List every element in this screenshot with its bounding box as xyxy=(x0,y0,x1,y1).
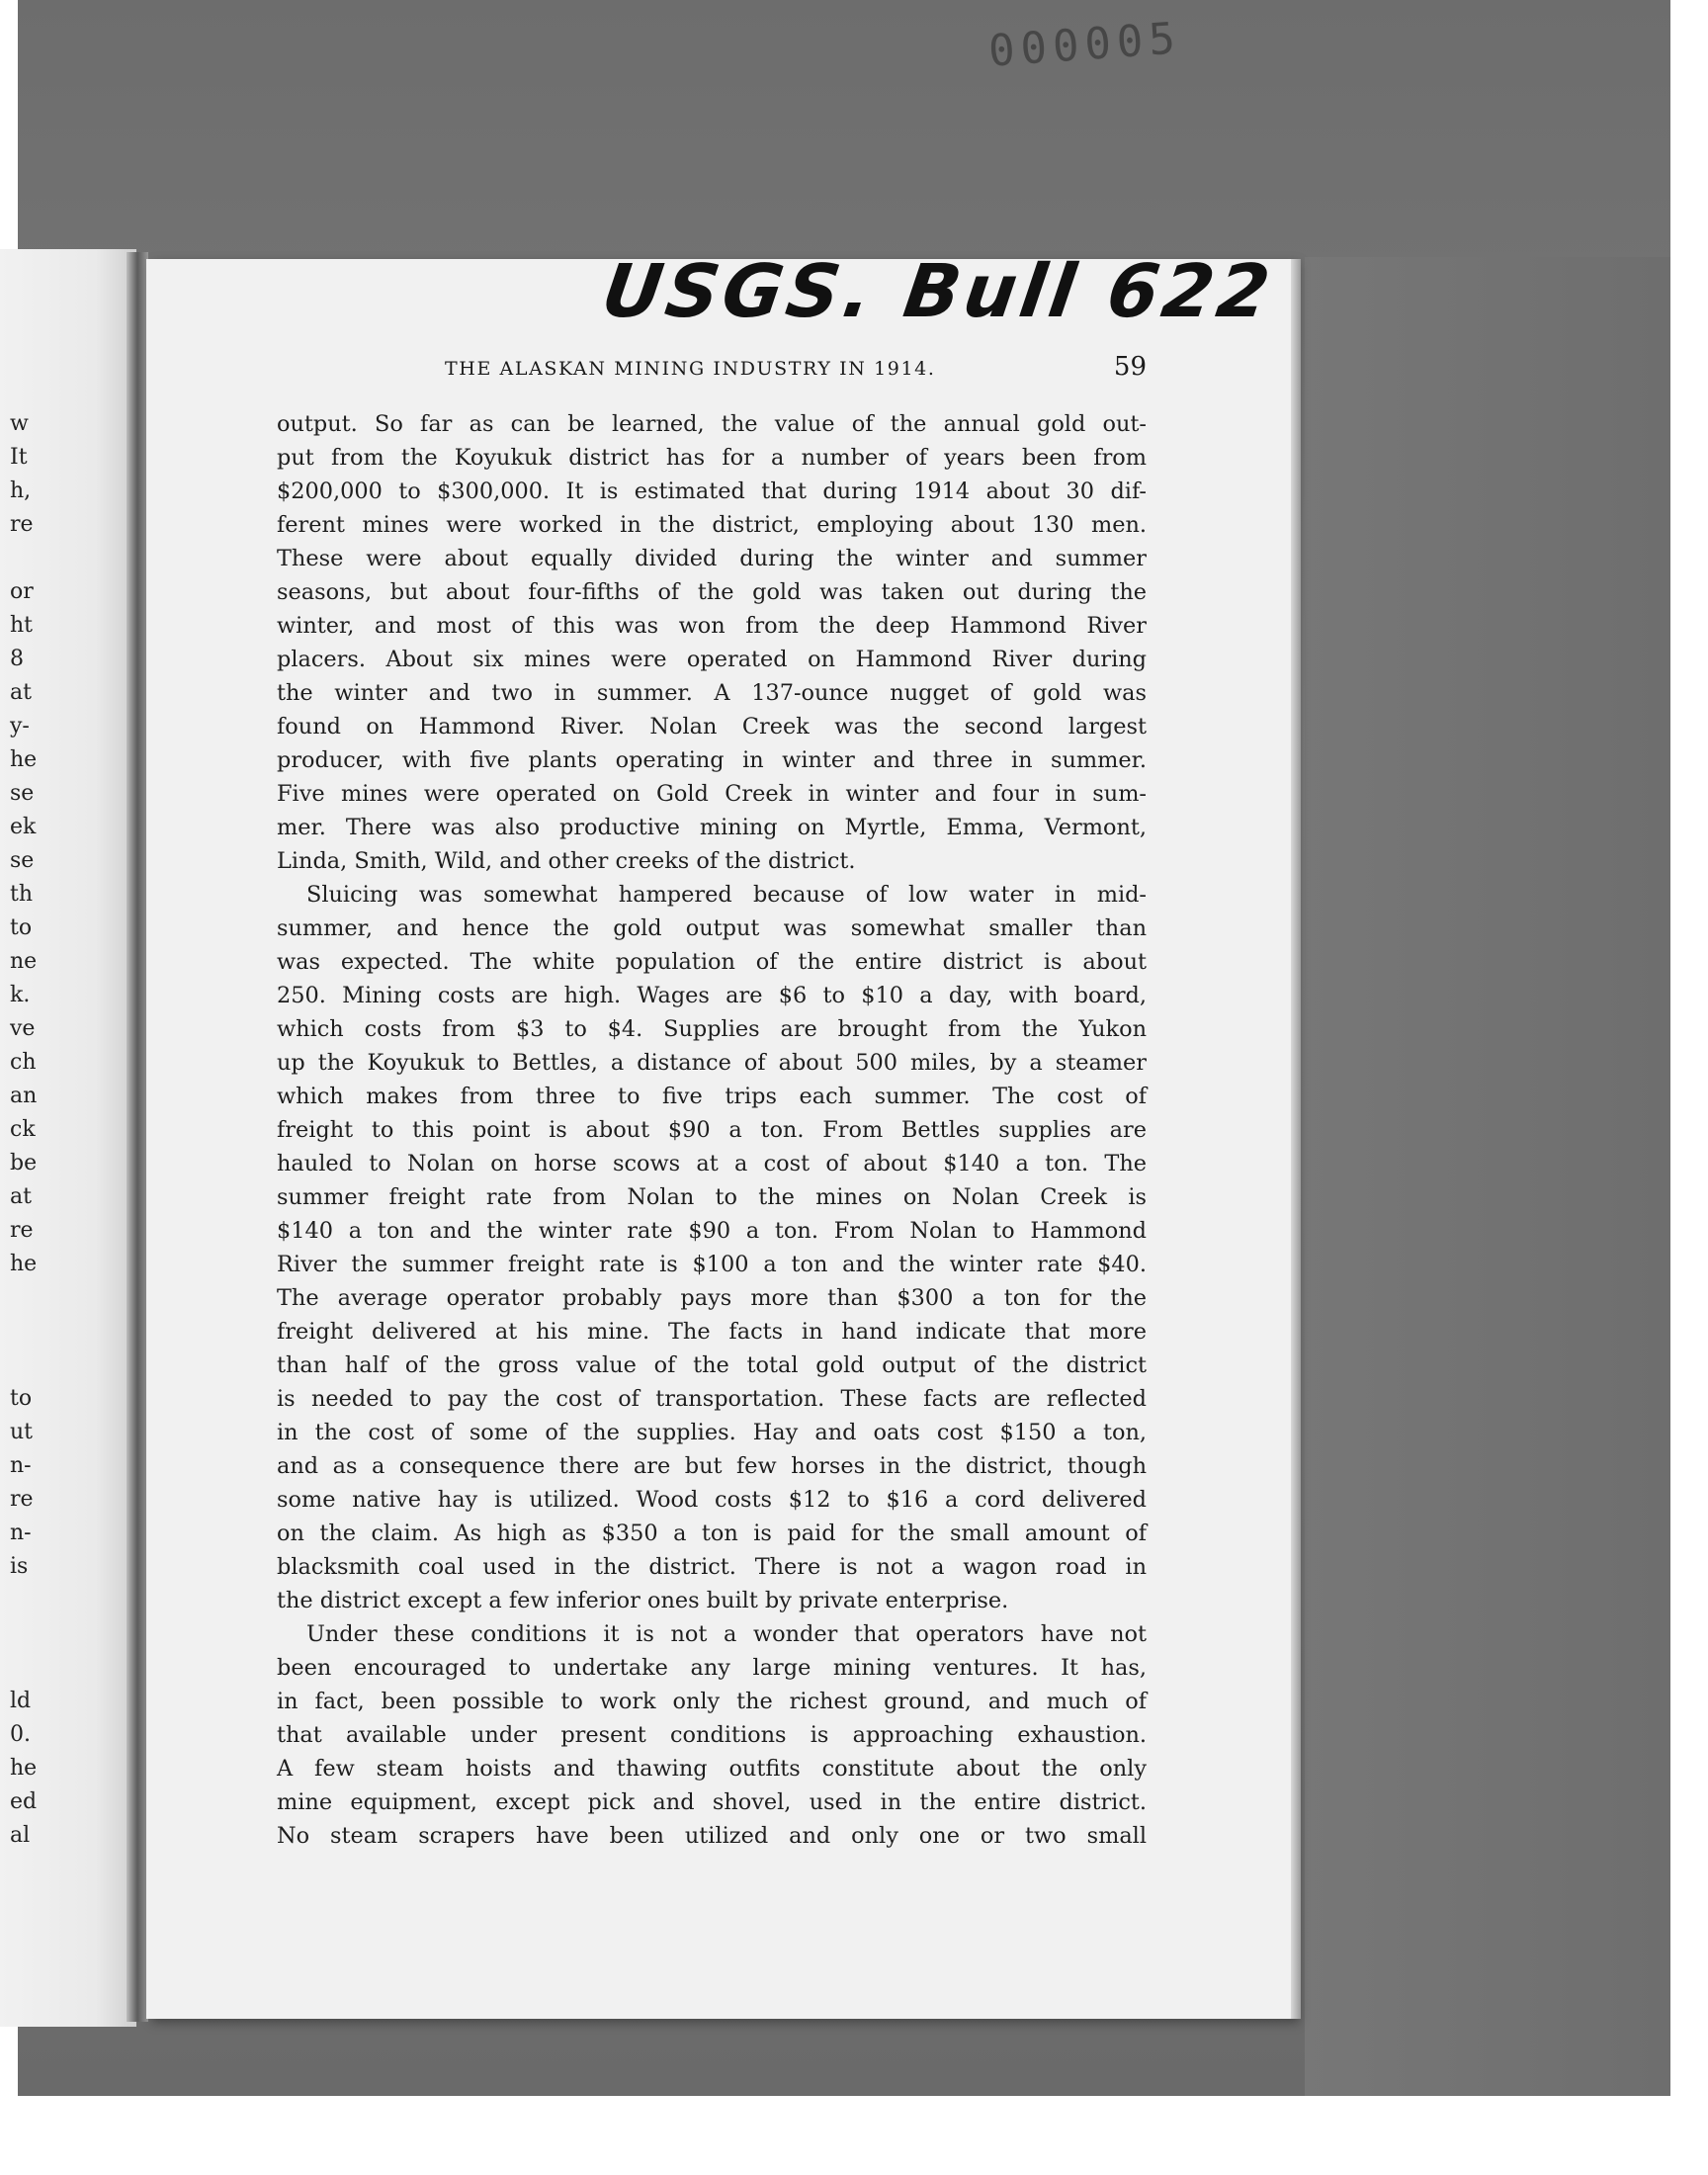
text-line: some native hay is utilized. Wood costs $12 to $16 a cord delivered xyxy=(277,1487,1147,1513)
left-page-fragment: k. xyxy=(10,983,31,1007)
stamp-number: 000005 xyxy=(986,13,1183,77)
text-line: the district except a few inferior ones built by private enterprise. xyxy=(277,1588,1009,1613)
text-line: freight to this point is about $90 a ton. From Bettles supplies are xyxy=(277,1117,1147,1143)
text-line: in the cost of some of the supplies. Hay and oats cost $150 a ton, xyxy=(277,1420,1147,1445)
left-page-fragment xyxy=(10,1584,69,1617)
text-line: mer. There was also productive mining on Myrtle, Emma, Vermont, xyxy=(277,815,1147,840)
left-page-text-fragments xyxy=(10,407,69,1853)
book-binding xyxy=(127,252,148,2022)
left-page-fragment: ld xyxy=(10,1689,32,1713)
left-page-fragment: ve xyxy=(10,1016,36,1041)
text-line: 250. Mining costs are high. Wages are $6 to $10 a day, with board, xyxy=(277,983,1147,1008)
text-line: placers. About six mines were operated on Hammond River during xyxy=(277,647,1147,672)
paragraph xyxy=(277,878,1147,1617)
left-page-fragment xyxy=(10,542,69,575)
text-line: than half of the gross value of the total gold output of the district xyxy=(277,1352,1147,1378)
text-line: mine equipment, except pick and shovel, used in the entire district. xyxy=(277,1789,1147,1815)
left-page-fragment: he xyxy=(10,1252,38,1276)
left-page-fragment: ch xyxy=(10,1050,37,1075)
text-line: River the summer freight rate is $100 a ton and the winter rate $40. xyxy=(277,1252,1147,1277)
text-line: winter, and most of this was won from the deep Hammond River xyxy=(277,613,1147,639)
text-line: $200,000 to $300,000. It is estimated that during 1914 about 30 dif- xyxy=(277,478,1147,504)
left-page-fragment: ne xyxy=(10,949,38,974)
left-page-fragment: h, xyxy=(10,478,32,503)
text-line: The average operator probably pays more than $300 a ton for the xyxy=(277,1285,1147,1311)
text-line: which costs from $3 to $4. Supplies are brought from the Yukon xyxy=(277,1016,1147,1042)
left-page-fragment: 0. xyxy=(10,1722,31,1747)
handwritten-note: USGS. Bull 622 xyxy=(596,249,1279,334)
left-page-fragment: y- xyxy=(10,714,30,739)
left-page-fragment xyxy=(10,1651,69,1685)
left-page-fragment: ut xyxy=(10,1420,34,1444)
text-line: summer, and hence the gold output was somewhat smaller than xyxy=(277,915,1147,941)
text-line: the winter and two in summer. A 137-ounce nugget of gold was xyxy=(277,680,1147,706)
page-number: 59 xyxy=(1113,352,1147,382)
left-page-fragment: se xyxy=(10,848,35,873)
scan-background-right xyxy=(1305,257,1670,2096)
text-line: Sluicing was somewhat hampered because of low water in mid- xyxy=(306,882,1147,908)
text-line: was expected. The white population of the entire district is about xyxy=(277,949,1147,975)
text-line: Five mines were operated on Gold Creek in winter and four in sum- xyxy=(277,781,1147,807)
left-page-fragment xyxy=(10,1281,69,1315)
text-line: These were about equally divided during the winter and summer xyxy=(277,546,1147,571)
left-page-fragment: at xyxy=(10,680,32,705)
text-line: that available under present conditions is approaching exhaustion. xyxy=(277,1722,1147,1748)
left-page-fragment: ht xyxy=(10,613,34,638)
text-line: is needed to pay the cost of transportation. These facts are reflected xyxy=(277,1386,1147,1412)
text-line: A few steam hoists and thawing outfits constitute about the only xyxy=(277,1756,1147,1782)
left-page-fragment: re xyxy=(10,1487,34,1512)
text-line: hauled to Nolan on horse scows at a cost of about $140 a ton. The xyxy=(277,1151,1147,1176)
left-page-fragment: be xyxy=(10,1151,38,1175)
text-line: been encouraged to undertake any large mining ventures. It has, xyxy=(277,1655,1147,1681)
left-page-fragment: he xyxy=(10,747,38,772)
left-page-fragment: It xyxy=(10,445,28,470)
left-page-fragment: th xyxy=(10,882,34,907)
text-line: output. So far as can be learned, the value of the annual gold out- xyxy=(277,411,1147,437)
left-page-fragment: re xyxy=(10,512,34,537)
left-page-fragment: at xyxy=(10,1184,32,1209)
text-line: ferent mines were worked in the district, employing about 130 men. xyxy=(277,512,1147,538)
text-line: found on Hammond River. Nolan Creek was the second largest xyxy=(277,714,1147,740)
left-page-fragment: he xyxy=(10,1756,38,1781)
text-line: seasons, but about four-fifths of the gold was taken out during the xyxy=(277,579,1147,605)
left-page-fragment: re xyxy=(10,1218,34,1243)
left-page-fragment: to xyxy=(10,915,33,940)
left-page-fragment xyxy=(10,1315,69,1348)
left-page-fragment: ek xyxy=(10,815,37,839)
text-line: No steam scrapers have been utilized and only one or two small xyxy=(277,1823,1147,1849)
body-text xyxy=(277,407,1147,1853)
left-page-fragment: to xyxy=(10,1386,33,1411)
paragraph xyxy=(277,407,1147,878)
left-page-fragment: n- xyxy=(10,1521,32,1545)
text-line: on the claim. As high as $350 a ton is paid for the small amount of xyxy=(277,1521,1147,1546)
text-line: Under these conditions it is not a wonder that operators have not xyxy=(306,1621,1147,1647)
left-page xyxy=(0,249,136,2027)
text-line: blacksmith coal used in the district. There is not a wagon road in xyxy=(277,1554,1147,1580)
left-page-fragment: al xyxy=(10,1823,31,1848)
paragraph xyxy=(277,1617,1147,1853)
left-page-fragment: ed xyxy=(10,1789,38,1814)
text-line: Linda, Smith, Wild, and other creeks of the district. xyxy=(277,848,856,874)
left-page-fragment xyxy=(10,1348,69,1382)
text-line: in fact, been possible to work only the richest ground, and much of xyxy=(277,1689,1147,1714)
running-head xyxy=(277,352,1147,388)
text-line: which makes from three to five trips each summer. The cost of xyxy=(277,1084,1147,1109)
left-page-fragment: 8 xyxy=(10,647,24,671)
left-page-fragment: ck xyxy=(10,1117,36,1142)
left-page-fragment: n- xyxy=(10,1453,32,1478)
text-line: $140 a ton and the winter rate $90 a ton. From Nolan to Hammond xyxy=(277,1218,1147,1244)
text-line: put from the Koyukuk district has for a number of years been from xyxy=(277,445,1147,471)
left-page-fragment: is xyxy=(10,1554,29,1579)
text-line: and as a consequence there are but few horses in the district, though xyxy=(277,1453,1147,1479)
running-head-title: THE ALASKAN MINING INDUSTRY IN 1914. xyxy=(445,358,936,380)
left-page-fragment: an xyxy=(10,1084,38,1108)
text-line: producer, with five plants operating in winter and three in summer. xyxy=(277,747,1147,773)
left-page-fragment: or xyxy=(10,579,34,604)
text-line: freight delivered at his mine. The facts in hand indicate that more xyxy=(277,1319,1147,1345)
left-page-fragment xyxy=(10,1617,69,1651)
left-page-fragment: w xyxy=(10,411,29,436)
page-edge xyxy=(1291,259,1301,2019)
text-line: summer freight rate from Nolan to the mines on Nolan Creek is xyxy=(277,1184,1147,1210)
text-line: up the Koyukuk to Bettles, a distance of about 500 miles, by a steamer xyxy=(277,1050,1147,1076)
left-page-fragment: se xyxy=(10,781,35,806)
